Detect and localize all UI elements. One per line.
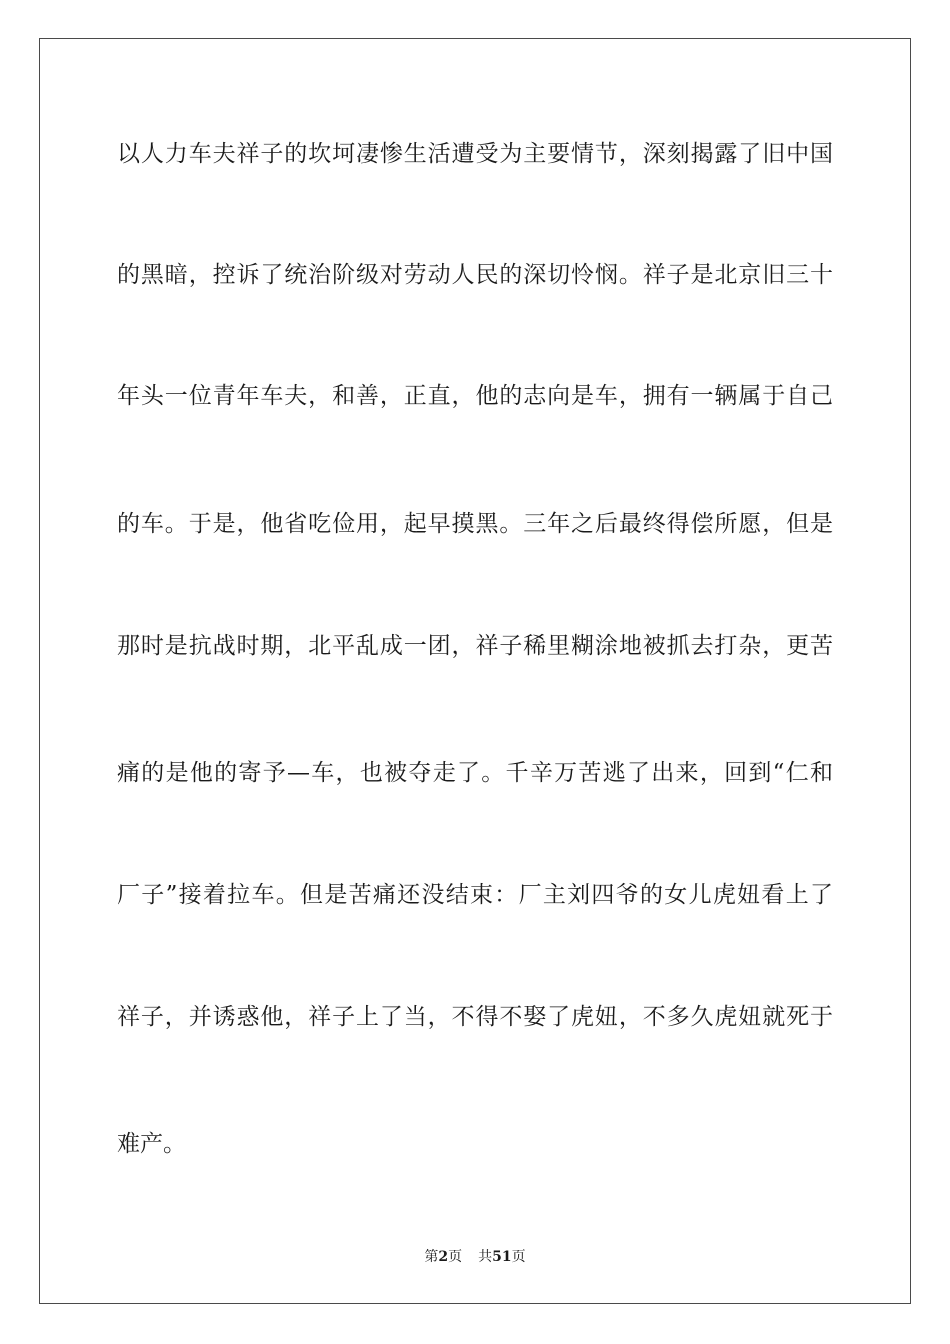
body-line-5: 那时是抗战时期，北平乱成一团，祥子稀里糊涂地被抓去打杂，更苦 — [117, 633, 833, 659]
body-line-7: 厂子”接着拉车。但是苦痛还没结束：厂主刘四爷的女儿虎妞看上了 — [117, 882, 833, 908]
total-prefix: 共 — [478, 1249, 493, 1265]
page-prefix: 第 — [424, 1249, 439, 1265]
body-line-3: 年头一位青年车夫，和善，正直，他的志向是车，拥有一辆属于自己 — [117, 383, 833, 409]
body-line-4: 的车。于是，他省吃俭用，起早摸黑。三年之后最终得偿所愿，但是 — [117, 511, 833, 537]
body-line-8: 祥子，并诱惑他，祥子上了当，不得不娶了虎妞，不多久虎妞就死于 — [117, 1004, 833, 1030]
body-line-6: 痛的是他的寄予—车，也被夺走了。千辛万苦逃了出来，回到“仁和 — [117, 760, 833, 786]
page-suffix: 页 — [448, 1249, 463, 1265]
page-footer — [0, 1248, 950, 1266]
body-line-1: 以人力车夫祥子的坎坷凄惨生活遭受为主要情节，深刻揭露了旧中国 — [117, 141, 833, 167]
body-line-9: 难产。 — [117, 1131, 186, 1157]
total-suffix: 页 — [511, 1249, 526, 1265]
body-line-2: 的黑暗，控诉了统治阶级对劳动人民的深切怜悯。祥子是北京旧三十 — [117, 262, 833, 288]
page-number: 2 — [438, 1249, 449, 1265]
page-border — [39, 38, 911, 1304]
total-pages: 51 — [492, 1249, 512, 1265]
